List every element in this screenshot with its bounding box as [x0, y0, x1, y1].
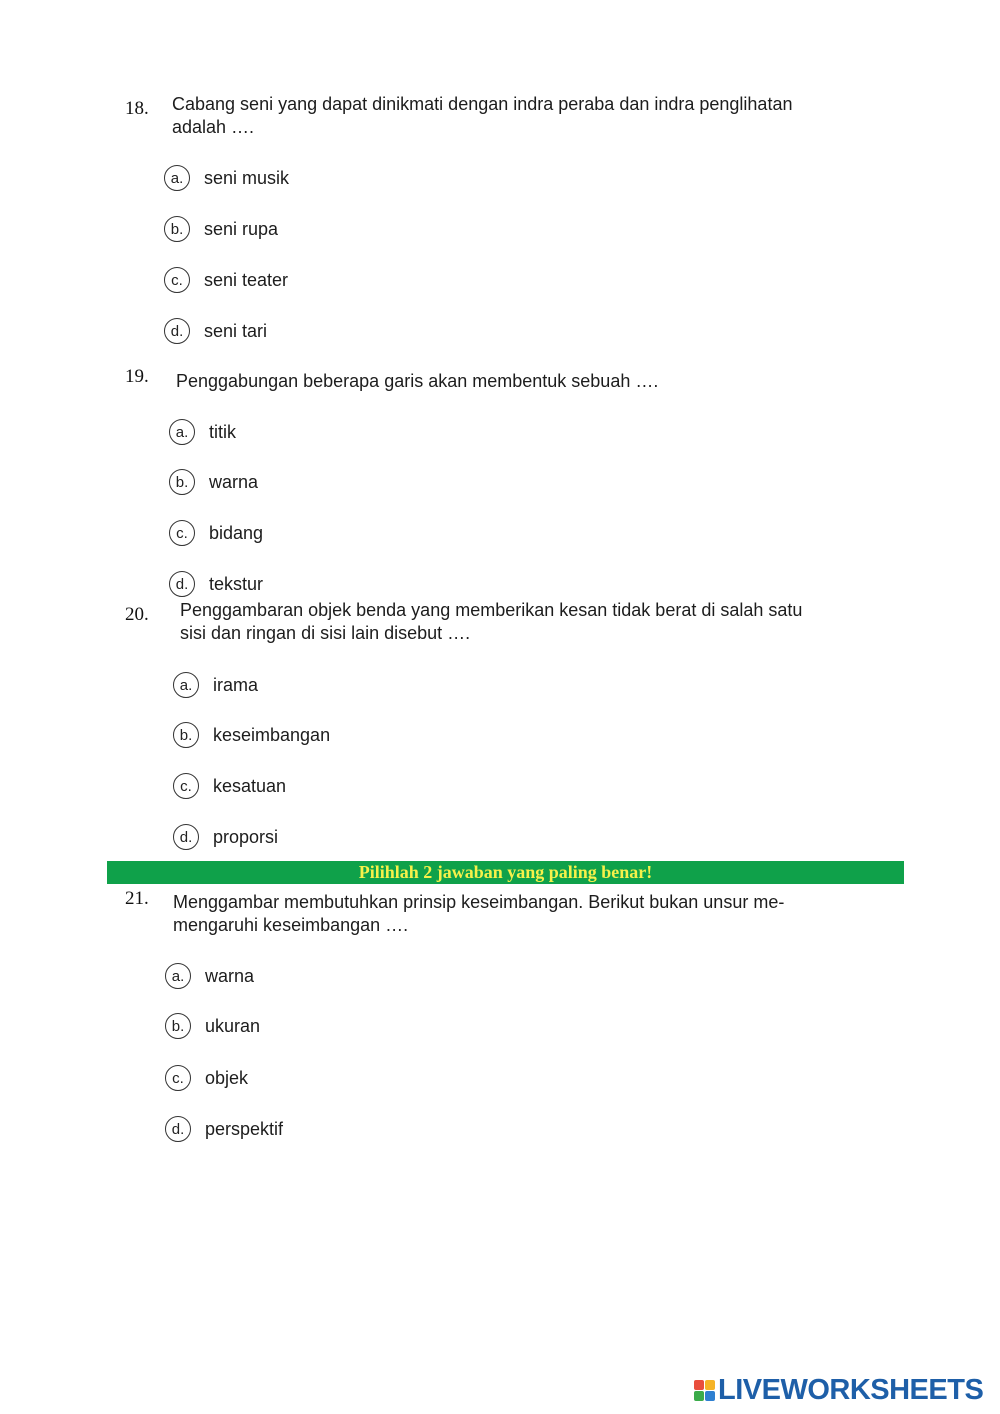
option-letter-circle[interactable]: c. [169, 520, 195, 546]
option-c[interactable] [164, 265, 288, 295]
option-b[interactable] [164, 214, 278, 244]
option-letter-circle[interactable]: d. [169, 571, 195, 597]
option-text: seni tari [204, 320, 268, 341]
option-c[interactable] [169, 518, 263, 548]
question-text: Penggambaran objek benda yang memberikan kesan tidak berat di salah satu sisi dan ringan di sisi lain disebut …. [180, 600, 803, 643]
option-letter-circle[interactable]: b. [173, 722, 199, 748]
option-letter-circle[interactable]: a. [165, 963, 191, 989]
question-number: 20. [125, 604, 149, 625]
option-b[interactable] [165, 1011, 260, 1041]
question-number: 18. [125, 98, 149, 119]
option-letter-circle[interactable]: a. [164, 165, 190, 191]
option-text: tekstur [209, 573, 264, 594]
instruction-banner: Pilihlah 2 jawaban yang paling benar! [107, 861, 904, 884]
option-text: proporsi [213, 826, 279, 847]
option-d[interactable] [165, 1114, 283, 1144]
option-b[interactable] [169, 467, 258, 497]
option-letter-circle[interactable]: a. [173, 672, 199, 698]
option-d[interactable] [169, 569, 263, 599]
logo-tile [705, 1391, 715, 1401]
option-text: objek [205, 1067, 249, 1088]
option-letter-circle[interactable]: d. [165, 1116, 191, 1142]
question-text: Cabang seni yang dapat dinikmati dengan indra peraba dan indra penglihatan adalah …. [172, 94, 793, 137]
logo-tile [694, 1380, 704, 1390]
option-text: irama [213, 674, 259, 695]
option-letter-circle[interactable]: d. [173, 824, 199, 850]
option-text: kesatuan [213, 775, 287, 796]
option-text: keseimbangan [213, 724, 331, 745]
liveworksheets-logo [694, 1374, 983, 1407]
option-text: perspektif [205, 1118, 284, 1139]
question-number: 21. [125, 888, 149, 909]
logo-tile [705, 1380, 715, 1390]
question-number: 19. [125, 366, 149, 387]
option-text: bidang [209, 522, 264, 543]
logo-tiles-icon [694, 1380, 715, 1401]
option-text: titik [209, 421, 236, 442]
question-text: Penggabungan beberapa garis akan membentuk sebuah …. [176, 371, 659, 391]
option-b[interactable] [173, 720, 330, 750]
option-a[interactable] [169, 417, 236, 447]
option-letter-circle[interactable]: d. [164, 318, 190, 344]
option-letter-circle[interactable]: b. [169, 469, 195, 495]
option-c[interactable] [165, 1063, 248, 1093]
option-a[interactable] [164, 163, 289, 193]
option-text: seni musik [204, 167, 290, 188]
option-d[interactable] [173, 822, 278, 852]
option-text: ukuran [205, 1015, 261, 1036]
option-text: seni teater [204, 269, 289, 290]
brand-name: LIVEWORKSHEETS [718, 1374, 984, 1406]
option-c[interactable] [173, 771, 286, 801]
option-text: seni rupa [204, 218, 279, 239]
option-letter-circle[interactable]: c. [164, 267, 190, 293]
option-letter-circle[interactable]: c. [173, 773, 199, 799]
option-a[interactable] [165, 961, 254, 991]
option-letter-circle[interactable]: a. [169, 419, 195, 445]
option-letter-circle[interactable]: b. [164, 216, 190, 242]
option-letter-circle[interactable]: c. [165, 1065, 191, 1091]
option-a[interactable] [173, 670, 258, 700]
option-text: warna [209, 471, 259, 492]
option-letter-circle[interactable]: b. [165, 1013, 191, 1039]
option-text: warna [205, 965, 255, 986]
question-text: Menggambar membutuhkan prinsip keseimbangan. Berikut bukan unsur me- mengaruhi keseimbangan …. [173, 892, 785, 935]
logo-tile [694, 1391, 704, 1401]
option-d[interactable] [164, 316, 267, 346]
